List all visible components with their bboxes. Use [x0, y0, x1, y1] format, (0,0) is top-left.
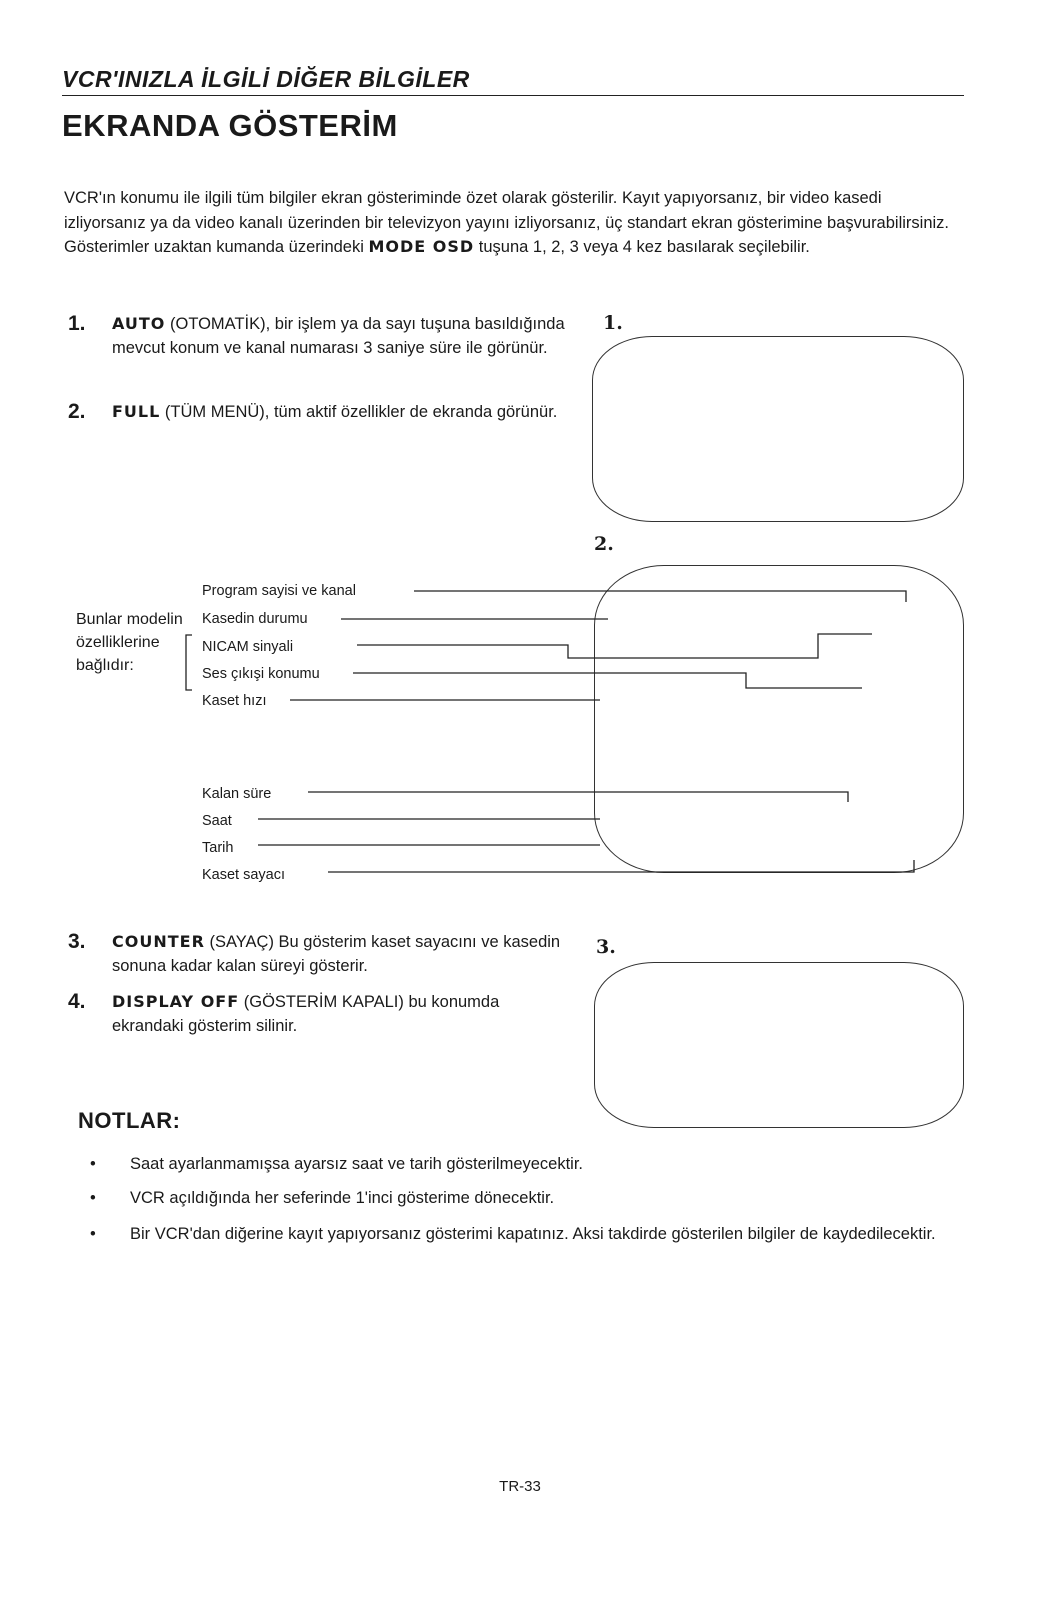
label-program-number: Program sayisi ve kanal	[202, 583, 356, 599]
notes-title: NOTLAR:	[78, 1108, 181, 1133]
item-keyword: DISPLAY OFF	[112, 992, 240, 1011]
label-nicam-signal: NICAM sinyali	[202, 639, 294, 655]
figure-1-label: 1.	[603, 312, 623, 334]
item-keyword: COUNTER	[112, 932, 205, 951]
note-text: Bir VCR'dan diğerine kayıt yapıyorsanız gösterimi kapatınız. Aksi takdirde gösterilen bilgiler de kaydedilecektir.	[130, 1225, 936, 1243]
note-item	[90, 1152, 970, 1177]
bullet-icon: •	[90, 1155, 96, 1173]
item-number: 3.	[68, 930, 86, 953]
label-tape-counter: Kaset sayacı	[202, 867, 286, 883]
note-text: Saat ayarlanmamışsa ayarsız saat ve tarih gösterilmeyecektir.	[130, 1155, 584, 1173]
list-item-counter	[68, 930, 568, 978]
item-number: 4.	[68, 990, 86, 1013]
intro-text-before: VCR'ın konumu ile ilgili tüm bilgiler ekran gösteriminde özet olarak gösterilir. Kayıt yapıyorsanız, bir video kasedi izliyorsanız ya da video kanalı üzerinden bir televizyon yayını izliyorsanız, üç standart ekran gösterimine başvurabilirsiniz. Gösterimler uzaktan kumanda üzerindeki	[64, 189, 949, 256]
intro-text-after: tuşuna 1, 2, 3 veya 4 kez basılarak seçilebilir.	[474, 238, 810, 256]
item-text: (OTOMATİK), bir işlem ya da sayı tuşuna basıldığında mevcut konum ve kanal numarası 3 saniye süre ile görünür.	[112, 315, 565, 357]
diagram-group-note: Bunlar modelin özelliklerine bağlıdır:	[76, 611, 183, 674]
item-keyword: FULL	[112, 402, 161, 421]
note-text: VCR açıldığında her seferinde 1'inci gösterime dönecektir.	[130, 1189, 555, 1207]
note-item	[90, 1186, 970, 1211]
figure-2-label: 2.	[594, 533, 614, 555]
item-text: (SAYAÇ) Bu gösterim kaset sayacını ve kasedin sonuna kadar kalan süreyi gösterir.	[112, 933, 561, 975]
note-item	[90, 1222, 970, 1247]
diagram-bracket	[186, 635, 192, 690]
leader-remaining-time	[308, 792, 848, 802]
label-audio-output: Ses çıkışi konumu	[202, 666, 320, 682]
leader-program-number	[414, 591, 906, 602]
tv-screen-figure-3	[594, 962, 964, 1128]
label-remaining-time: Kalan süre	[202, 786, 272, 802]
label-date: Tarih	[202, 840, 234, 856]
page-title: EKRANDA GÖSTERİM	[62, 108, 398, 143]
leader-audio-output	[353, 673, 862, 688]
label-clock: Saat	[202, 813, 232, 829]
item-keyword: AUTO	[112, 314, 166, 333]
section-title: VCR'INIZLA İLGİLİ DİĞER BİLGİLER	[62, 66, 470, 92]
item-number: 1.	[68, 312, 86, 335]
list-item-display-off	[68, 990, 568, 1038]
page-number: TR-33	[499, 1478, 541, 1495]
intro-keyword: MODE OSD	[368, 237, 475, 256]
bullet-icon: •	[90, 1189, 96, 1207]
bullet-icon: •	[90, 1225, 96, 1243]
item-number: 2.	[68, 400, 86, 423]
item-text: (TÜM MENÜ), tüm aktif özellikler de ekranda görünür.	[160, 403, 558, 421]
label-tape-speed: Kaset hızı	[202, 693, 267, 709]
figure-3-label: 3.	[596, 936, 616, 958]
leader-nicam	[357, 634, 872, 658]
item-text: (GÖSTERİM KAPALI) bu konumda ekrandaki gösterim silinir.	[112, 993, 500, 1035]
label-cassette-status: Kasedin durumu	[202, 611, 308, 627]
leader-tape-counter	[328, 860, 914, 872]
